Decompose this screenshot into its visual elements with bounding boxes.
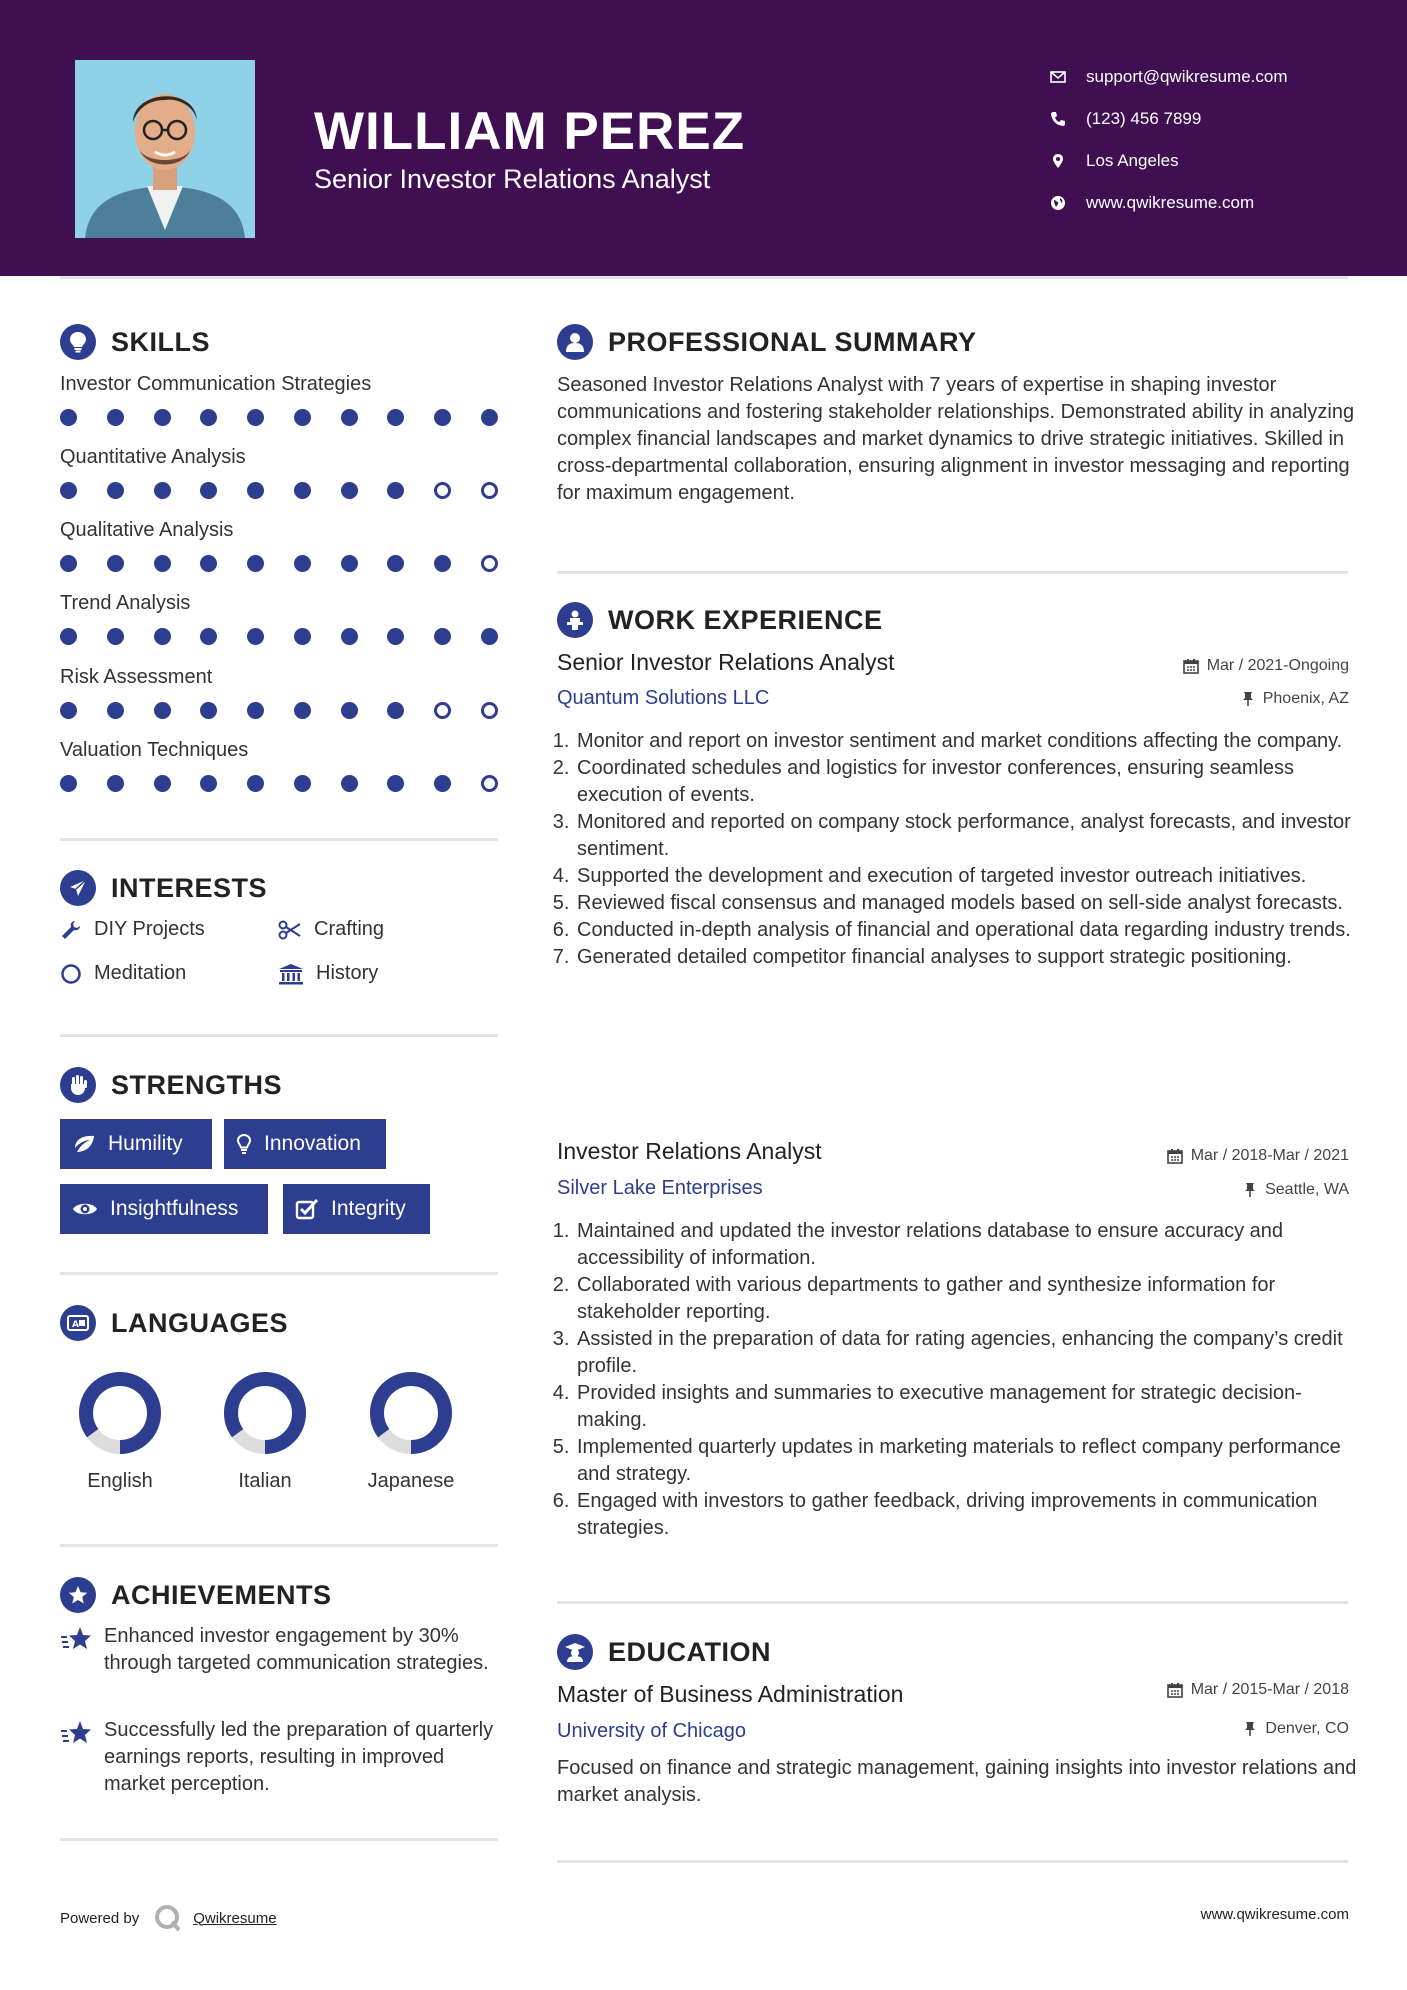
skill-item: [60, 590, 500, 645]
pushpin-icon: [1243, 1721, 1257, 1737]
duty-item: 5. Reviewed fiscal consensus and managed models based on sell-side analyst forecasts.: [575, 890, 1357, 917]
qwikresume-logo: [153, 1903, 183, 1933]
eye-icon: [72, 1200, 98, 1218]
company-name: Silver Lake Enterprises: [557, 1177, 763, 1199]
strength-label: Integrity: [331, 1197, 406, 1220]
contact-list: [1050, 56, 1288, 224]
job-title: Senior Investor Relations Analyst: [557, 649, 895, 675]
skill-rating: [60, 628, 498, 645]
job-dates-text: Mar / 2018-Mar / 2021: [1190, 1147, 1349, 1164]
skill-rating: [60, 702, 498, 719]
summary-title: PROFESSIONAL SUMMARY: [608, 326, 977, 357]
rating-dot-filled: [200, 482, 217, 499]
rating-dot-filled: [154, 775, 171, 792]
rating-dot-filled: [60, 702, 77, 719]
skill-name: Trend Analysis: [60, 592, 191, 614]
rating-dot-filled: [387, 555, 404, 572]
rating-dot-filled: [481, 409, 498, 426]
interest-item: [278, 962, 378, 985]
skills-heading: [60, 324, 210, 360]
achievement-item: [60, 1717, 500, 1798]
rating-dot-filled: [60, 555, 77, 572]
interest-item: [278, 918, 384, 941]
achievement-item: [60, 1623, 500, 1677]
skill-item: [60, 444, 500, 499]
job-dates: [1183, 657, 1349, 675]
calendar-icon: [1167, 1148, 1183, 1164]
rating-dot-filled: [200, 702, 217, 719]
job-duties: [557, 1218, 1357, 1542]
duty-item: 3. Monitored and reported on company stock performance, analyst forecasts, and investor sentiment.: [575, 809, 1357, 863]
job-title: Investor Relations Analyst: [557, 1138, 822, 1164]
star-icon: [60, 1719, 94, 1747]
rating-dot-filled: [154, 409, 171, 426]
job-location-text: Phoenix, AZ: [1262, 690, 1349, 707]
map-pin-icon: [1050, 153, 1066, 169]
interest-label: DIY Projects: [94, 918, 205, 940]
rating-dot-filled: [434, 409, 451, 426]
lightbulb-icon: [236, 1133, 252, 1155]
rating-dot-filled: [341, 482, 358, 499]
strength-label: Humility: [108, 1132, 183, 1155]
rating-dot-empty: [481, 482, 498, 499]
section-divider: [60, 1544, 498, 1547]
contact-email[interactable]: [1050, 56, 1288, 98]
company-name: Quantum Solutions LLC: [557, 687, 770, 709]
strength-chip: [60, 1119, 212, 1169]
rating-dot-filled: [107, 775, 124, 792]
rating-dot-filled: [247, 555, 264, 572]
experience-heading: [557, 602, 883, 638]
interest-label: Crafting: [314, 918, 385, 940]
section-divider: [60, 1838, 498, 1841]
user-icon: [557, 324, 593, 360]
section-divider: [60, 1272, 498, 1275]
rating-dot-empty: [434, 702, 451, 719]
rating-dot-filled: [434, 628, 451, 645]
calendar-icon: [1183, 658, 1199, 674]
duty-item: 2. Coordinated schedules and logistics for investor conferences, ensuring seamless execution of events.: [575, 755, 1357, 809]
leaf-icon: [72, 1134, 96, 1154]
languages-title: LANGUAGES: [111, 1307, 289, 1338]
section-divider: [557, 1601, 1348, 1604]
brand-link[interactable]: Qwikresume: [193, 1909, 277, 1927]
achievement-text: Successfully led the preparation of quarterly earnings reports, resulting in improved market perception.: [104, 1719, 494, 1795]
rating-dot-filled: [387, 775, 404, 792]
rating-dot-filled: [294, 482, 311, 499]
envelope-icon: [1050, 69, 1066, 85]
education-dates-text: Mar / 2015-Mar / 2018: [1190, 1681, 1349, 1698]
rating-dot-empty: [434, 482, 451, 499]
skill-name: Quantitative Analysis: [60, 446, 246, 468]
rating-dot-filled: [294, 775, 311, 792]
languages-heading: [60, 1305, 288, 1341]
interest-label: History: [316, 962, 379, 984]
scissors-icon: [278, 919, 302, 941]
skill-item: [60, 517, 500, 572]
achievement-text: Enhanced investor engagement by 30% through targeted communication strategies.: [104, 1625, 489, 1674]
rating-dot-filled: [341, 702, 358, 719]
powered-by-text: Powered by: [60, 1909, 140, 1927]
skill-rating: [60, 482, 498, 499]
globe-icon: [1050, 195, 1066, 211]
strengths-title: STRENGTHS: [111, 1069, 283, 1100]
footer-url[interactable]: www.qwikresume.com: [1200, 1906, 1349, 1923]
language-item: [195, 1368, 335, 1493]
duty-item: 4. Provided insights and summaries to executive management for strategic decision-making.: [575, 1380, 1357, 1434]
language-icon: [60, 1305, 96, 1341]
rating-dot-filled: [107, 702, 124, 719]
skill-name: Risk Assessment: [60, 666, 213, 688]
job-dates-text: Mar / 2021-Ongoing: [1206, 657, 1349, 674]
rating-dot-filled: [247, 775, 264, 792]
language-name: Italian: [238, 1470, 292, 1492]
checkbox-icon: [295, 1198, 319, 1220]
section-divider: [60, 838, 498, 841]
duty-item: 5. Implemented quarterly updates in marketing materials to reflect company performance and strategy.: [575, 1434, 1357, 1488]
strength-chip: [60, 1184, 268, 1234]
rating-dot-filled: [107, 409, 124, 426]
calendar-icon: [1167, 1682, 1183, 1698]
rating-dot-filled: [200, 409, 217, 426]
job-location-text: Seattle, WA: [1265, 1181, 1349, 1198]
pushpin-icon: [1241, 691, 1255, 707]
rating-dot-filled: [60, 409, 77, 426]
duty-item: 1. Monitor and report on investor sentiment and market conditions affecting the company.: [575, 728, 1357, 755]
pushpin-icon: [1243, 1182, 1257, 1198]
wrench-icon: [60, 919, 82, 941]
education-heading: [557, 1634, 771, 1670]
rating-dot-filled: [434, 775, 451, 792]
rating-dot-filled: [247, 628, 264, 645]
contact-email-text: support@qwikresume.com: [1086, 67, 1288, 86]
rating-dot-filled: [341, 775, 358, 792]
rating-dot-empty: [481, 775, 498, 792]
rating-dot-filled: [60, 775, 77, 792]
rating-dot-filled: [434, 555, 451, 572]
rating-dot-filled: [247, 482, 264, 499]
hand-icon: [60, 1067, 96, 1103]
skills-title: SKILLS: [111, 326, 211, 357]
rating-dot-filled: [200, 628, 217, 645]
interest-item: [60, 918, 205, 941]
strength-label: Innovation: [264, 1132, 361, 1155]
bank-icon: [278, 963, 304, 985]
rating-dot-filled: [341, 628, 358, 645]
experience-title: WORK EXPERIENCE: [608, 604, 883, 635]
svg-text:A: A: [72, 1320, 79, 1330]
duty-item: 7. Generated detailed competitor financial analyses to support strategic positioning.: [575, 944, 1357, 971]
achievements-title: ACHIEVEMENTS: [111, 1579, 332, 1610]
skill-item: [60, 371, 500, 426]
section-divider: [557, 1860, 1348, 1863]
rating-dot-filled: [107, 628, 124, 645]
interest-item: [60, 962, 186, 985]
contact-location: [1050, 140, 1288, 182]
paper-plane-icon: [60, 870, 96, 906]
interest-label: Meditation: [94, 962, 187, 984]
education-dates: [1167, 1681, 1349, 1699]
language-donut: [220, 1368, 310, 1458]
rating-dot-filled: [387, 482, 404, 499]
rating-dot-filled: [154, 628, 171, 645]
contact-website-text: www.qwikresume.com: [1086, 193, 1255, 212]
candidate-name: WILLIAM PEREZ: [314, 102, 746, 161]
skill-rating: [60, 775, 498, 792]
circle-icon: [60, 963, 82, 985]
job-location: [1241, 690, 1349, 708]
duty-item: 6. Conducted in-depth analysis of financial and operational data regarding industry trends.: [575, 917, 1357, 944]
star-badge-icon: [60, 1577, 96, 1613]
language-name: English: [87, 1470, 153, 1492]
rating-dot-filled: [247, 409, 264, 426]
graduate-icon: [557, 1634, 593, 1670]
rating-dot-filled: [107, 555, 124, 572]
summary-heading: [557, 324, 977, 360]
strength-chip: [283, 1184, 430, 1234]
skill-rating: [60, 409, 498, 426]
skill-name: Investor Communication Strategies: [60, 373, 372, 395]
duty-item: 2. Collaborated with various departments to gather and synthesize information for stakeholder reporting.: [575, 1272, 1357, 1326]
section-divider: [557, 571, 1348, 574]
education-title: EDUCATION: [608, 1636, 771, 1667]
rating-dot-empty: [481, 702, 498, 719]
language-item: [341, 1368, 481, 1493]
powered-by: [60, 1903, 277, 1933]
interests-heading: [60, 870, 267, 906]
rating-dot-filled: [200, 775, 217, 792]
rating-dot-filled: [481, 628, 498, 645]
rating-dot-filled: [60, 482, 77, 499]
strength-label: Insightfulness: [110, 1197, 239, 1220]
skill-name: Valuation Techniques: [60, 739, 249, 761]
rating-dot-empty: [481, 555, 498, 572]
skill-rating: [60, 555, 498, 572]
rating-dot-filled: [294, 628, 311, 645]
phone-icon: [1050, 111, 1066, 127]
candidate-title: Senior Investor Relations Analyst: [314, 164, 711, 194]
duty-item: 1. Maintained and updated the investor relations database to ensure accuracy and accessibility of information.: [575, 1218, 1357, 1272]
rating-dot-filled: [387, 628, 404, 645]
header-divider: [60, 276, 1348, 279]
contact-phone-text: (123) 456 7899: [1086, 109, 1202, 128]
duty-item: 3. Assisted in the preparation of data for rating agencies, enhancing the company’s credit profile.: [575, 1326, 1357, 1380]
school-name: University of Chicago: [557, 1720, 746, 1742]
strength-chip: [224, 1119, 386, 1169]
rating-dot-filled: [294, 702, 311, 719]
skill-name: Qualitative Analysis: [60, 519, 234, 541]
podium-icon: [557, 602, 593, 638]
rating-dot-filled: [154, 702, 171, 719]
section-divider: [60, 1034, 498, 1037]
duty-item: 6. Engaged with investors to gather feedback, driving improvements in communication strategies.: [575, 1488, 1357, 1542]
rating-dot-filled: [341, 555, 358, 572]
job-location: [1243, 1181, 1349, 1199]
education-description: Focused on finance and strategic management, gaining insights into investor relations and market analysis.: [557, 1757, 1357, 1806]
contact-website[interactable]: [1050, 182, 1288, 224]
rating-dot-filled: [247, 702, 264, 719]
rating-dot-filled: [387, 409, 404, 426]
achievements-heading: [60, 1577, 332, 1613]
rating-dot-filled: [387, 702, 404, 719]
language-donut: [366, 1368, 456, 1458]
rating-dot-filled: [60, 628, 77, 645]
language-item: [50, 1368, 190, 1493]
resume-header: [0, 0, 1407, 276]
lightbulb-icon: [60, 324, 96, 360]
job-duties: [557, 728, 1357, 971]
summary-text: Seasoned Investor Relations Analyst with 7 years of expertise in shaping investor communications and fostering stakeholder relationships. Demonstrated ability in analyzing complex financial landscapes and market dynamics to drive strategic initiatives. Skilled in cross-departmental collaboration, ensuring alignment in investor messaging and reporting for maximum engagement.: [557, 374, 1355, 504]
rating-dot-filled: [341, 409, 358, 426]
contact-location-text: Los Angeles: [1086, 151, 1179, 170]
skill-item: [60, 737, 500, 792]
interests-title: INTERESTS: [111, 872, 268, 903]
language-donut: [75, 1368, 165, 1458]
rating-dot-filled: [107, 482, 124, 499]
rating-dot-filled: [294, 555, 311, 572]
contact-phone[interactable]: [1050, 98, 1288, 140]
language-name: Japanese: [367, 1470, 455, 1492]
star-icon: [60, 1625, 94, 1653]
job-dates: [1167, 1147, 1349, 1165]
profile-photo: [75, 60, 255, 238]
skill-item: [60, 664, 500, 719]
education-location-text: Denver, CO: [1265, 1720, 1349, 1737]
rating-dot-filled: [154, 555, 171, 572]
avatar: [75, 60, 255, 238]
duty-item: 4. Supported the development and execution of targeted investor outreach initiatives.: [575, 863, 1357, 890]
rating-dot-filled: [294, 409, 311, 426]
rating-dot-filled: [200, 555, 217, 572]
degree-title: Master of Business Administration: [557, 1681, 904, 1707]
strengths-heading: [60, 1067, 282, 1103]
rating-dot-filled: [154, 482, 171, 499]
education-location: [1243, 1720, 1349, 1738]
